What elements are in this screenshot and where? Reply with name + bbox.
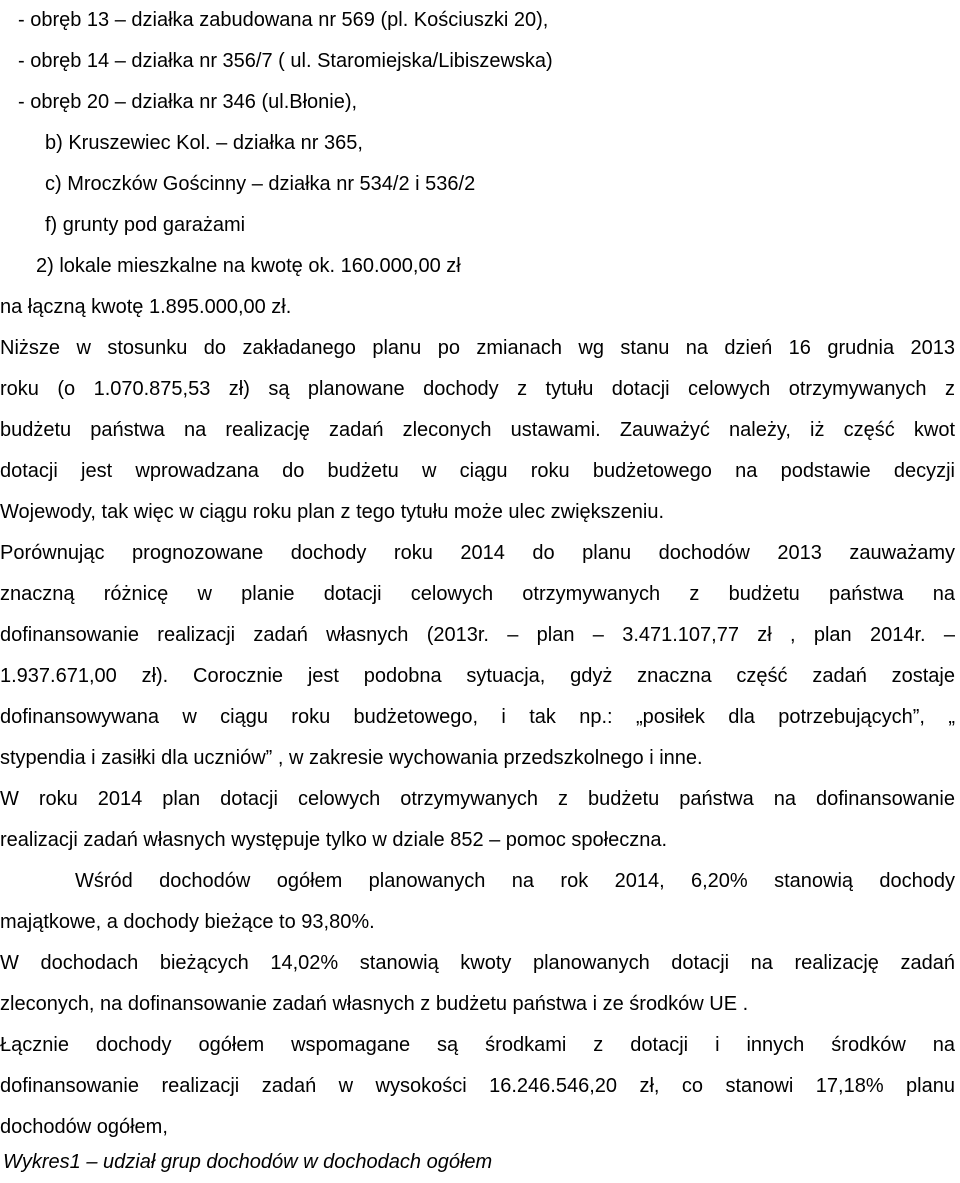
paragraph-line: dotacji jest wprowadzana do budżetu w ciągu roku budżetowego na podstawie decyzji (0, 460, 955, 482)
list-line: c) Mroczków Gościnny – działka nr 534/2 i 536/2 (45, 173, 476, 195)
list-line: f) grunty pod garażami (45, 214, 246, 236)
list-line: na łączną kwotę 1.895.000,00 zł. (0, 296, 292, 318)
paragraph-line: roku (o 1.070.875,53 zł) są planowane dochody z tytułu dotacji celowych otrzymywanych z (0, 378, 955, 400)
paragraph-line: W dochodach bieżących 14,02% stanowią kwoty planowanych dotacji na realizację zadań (0, 952, 955, 974)
paragraph-line: znaczną różnicę w planie dotacji celowych otrzymywanych z budżetu państwa na (0, 583, 955, 605)
list-line: 2) lokale mieszkalne na kwotę ok. 160.000,00 zł (36, 255, 461, 277)
paragraph-line: zleconych, na dofinansowanie zadań własnych z budżetu państwa i ze środków UE . (0, 993, 749, 1015)
paragraph-line: Porównując prognozowane dochody roku 2014 do planu dochodów 2013 zauważamy (0, 542, 955, 564)
paragraph-line: dofinansowanie realizacji zadań własnych (2013r. – plan – 3.471.107,77 zł , plan 2014r. – (0, 624, 955, 646)
paragraph-line: majątkowe, a dochody bieżące to 93,80%. (0, 911, 375, 933)
list-line: - obręb 14 – działka nr 356/7 ( ul. Staromiejska/Libiszewska) (18, 50, 553, 72)
paragraph-line: 1.937.671,00 zł). Corocznie jest podobna sytuacja, gdyż znaczna część zadań zostaje (0, 665, 955, 687)
paragraph-line: realizacji zadań własnych występuje tylko w dziale 852 – pomoc społeczna. (0, 829, 668, 851)
paragraph-line: Niższe w stosunku do zakładanego planu po zmianach wg stanu na dzień 16 grudnia 2013 (0, 337, 955, 359)
list-line: - obręb 20 – działka nr 346 (ul.Błonie), (18, 91, 358, 113)
paragraph-line: dofinansowywana w ciągu roku budżetowego, i tak np.: „posiłek dla potrzebujących”, „ (0, 706, 955, 728)
list-line: - obręb 13 – działka zabudowana nr 569 (pl. Kościuszki 20), (18, 9, 549, 31)
paragraph-line: Wśród dochodów ogółem planowanych na rok 2014, 6,20% stanowią dochody (75, 870, 955, 892)
paragraph-line: dofinansowanie realizacji zadań w wysokości 16.246.546,20 zł, co stanowi 17,18% planu (0, 1075, 955, 1097)
paragraph-line: W roku 2014 plan dotacji celowych otrzymywanych z budżetu państwa na dofinansowanie (0, 788, 955, 810)
paragraph-line: stypendia i zasiłki dla uczniów” , w zakresie wychowania przedszkolnego i inne. (0, 747, 703, 769)
paragraph-line: Łącznie dochody ogółem wspomagane są środkami z dotacji i innych środków na (0, 1034, 955, 1056)
paragraph-line: budżetu państwa na realizację zadań zleconych ustawami. Zauważyć należy, iż część kwot (0, 419, 955, 441)
paragraph-line: Wojewody, tak więc w ciągu roku plan z tego tytułu może ulec zwiększeniu. (0, 501, 665, 523)
paragraph-line: dochodów ogółem, (0, 1116, 168, 1138)
list-line: b) Kruszewiec Kol. – działka nr 365, (45, 132, 363, 154)
figure-caption: Wykres1 – udział grup dochodów w dochodach ogółem (3, 1151, 493, 1173)
